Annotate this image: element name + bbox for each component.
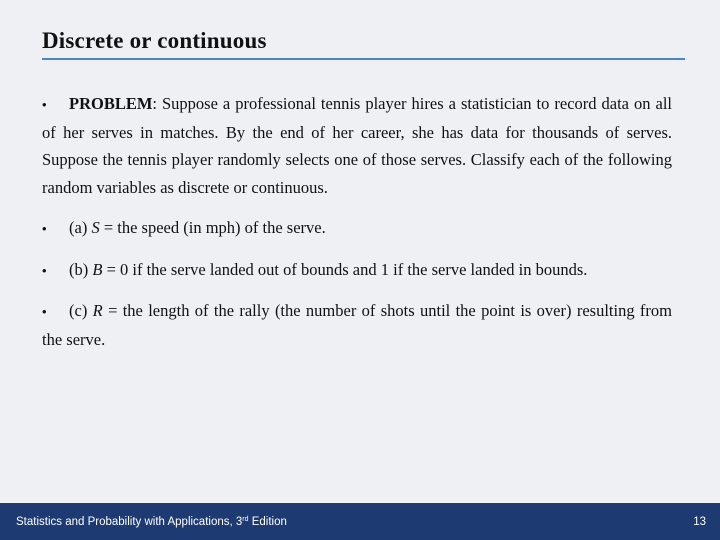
part-b-variable: B xyxy=(92,259,103,279)
part-b-label: (b) xyxy=(69,259,93,279)
part-c-text: = the length of the rally (the number of shots until the point is over) resulting from the serve. xyxy=(42,301,672,349)
page-number: 13 xyxy=(693,516,706,528)
slide-title: Discrete or continuous xyxy=(42,28,267,53)
bullet-part-b xyxy=(42,256,672,285)
bullet-marker: • xyxy=(42,262,47,278)
part-c-label: (c) xyxy=(69,301,93,320)
footer-title-text: Statistics and Probability with Applications, 3 xyxy=(16,516,243,528)
title-underline xyxy=(42,58,685,60)
footer-edition-word: Edition xyxy=(248,516,287,528)
bullet-marker: • xyxy=(42,221,47,236)
slide-body xyxy=(42,90,672,366)
problem-label: PROBLEM xyxy=(69,94,153,113)
bullet-marker: • xyxy=(42,97,47,112)
bullet-problem xyxy=(42,90,672,201)
part-a-text: = the speed (in mph) of the serve. xyxy=(99,218,326,237)
footer-book-title xyxy=(16,516,287,528)
bullet-part-a xyxy=(42,214,672,243)
bullet-marker: • xyxy=(42,304,47,319)
footer-bar xyxy=(0,503,720,540)
problem-text: : Suppose a professional tennis player hires a statistician to record data on all of her serves in matches. By the end of her career, she has data for thousands of serves. Suppose the tennis player randomly selects one of those serves. Classify each of the following random variables as discrete or continuous. xyxy=(42,94,672,197)
footer-edition-sup: rd xyxy=(242,516,249,523)
part-b-text: = 0 if the serve landed out of bounds and 1 if the serve landed in bounds. xyxy=(102,259,588,279)
part-c-variable: R xyxy=(92,301,103,320)
part-a-label: (a) xyxy=(69,218,92,237)
bullet-part-c xyxy=(42,297,672,353)
part-a-variable: S xyxy=(91,218,100,237)
